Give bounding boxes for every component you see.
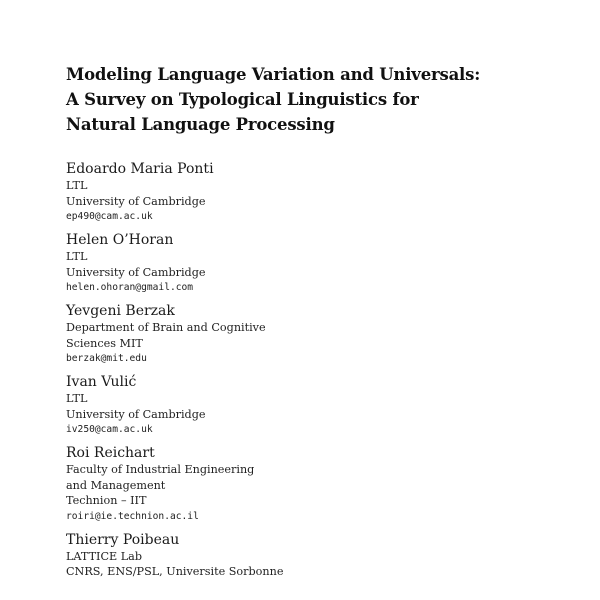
author-name: Thierry Poibeau <box>66 531 180 548</box>
author-block <box>66 303 566 366</box>
author-affiliation: University of Cambridge <box>66 407 206 421</box>
author-email: helen.ohoran@gmail.com <box>66 282 194 293</box>
author-affiliation: Faculty of Industrial Engineering <box>66 463 255 476</box>
title-line: Natural Language Processing <box>66 115 335 134</box>
author-affiliation: and Management <box>66 478 166 492</box>
author-name: Helen O’Horan <box>66 232 174 248</box>
author-affiliation: University of Cambridge <box>66 265 206 279</box>
title-line: A Survey on Typological Linguistics for <box>66 90 419 109</box>
author-email: berzak@mit.edu <box>66 353 147 364</box>
author-name: Ivan Vulić <box>66 374 137 390</box>
author-email: iv250@cam.ac.uk <box>66 424 153 435</box>
author-affiliation: LTL <box>66 179 88 192</box>
author-affiliation: Technion – IIT <box>66 494 147 507</box>
author-block <box>66 445 566 524</box>
author-affiliation: LATTICE Lab <box>66 549 142 563</box>
author-block <box>66 374 566 437</box>
author-affiliation: Department of Brain and Cognitive <box>66 321 266 334</box>
author-email: roiri@ie.technion.ac.il <box>66 510 199 522</box>
paper-page <box>66 62 566 588</box>
author-affiliation: LTL <box>66 250 88 263</box>
author-affiliation: University of Cambridge <box>66 194 206 208</box>
author-affiliation: CNRS, ENS/PSL, Universite Sorbonne <box>66 565 284 578</box>
author-block <box>66 232 566 295</box>
author-name: Yevgeni Berzak <box>66 303 175 319</box>
author-email: ep490@cam.ac.uk <box>66 211 153 222</box>
author-block <box>66 161 566 224</box>
author-affiliation: LTL <box>66 392 88 405</box>
author-name: Roi Reichart <box>66 445 155 461</box>
author-name: Edoardo Maria Ponti <box>66 161 214 177</box>
author-affiliation: Sciences MIT <box>66 336 143 350</box>
author-list <box>66 161 566 580</box>
title-line: Modeling Language Variation and Universals: <box>66 65 481 84</box>
paper-title <box>66 62 566 137</box>
author-block <box>66 532 566 580</box>
